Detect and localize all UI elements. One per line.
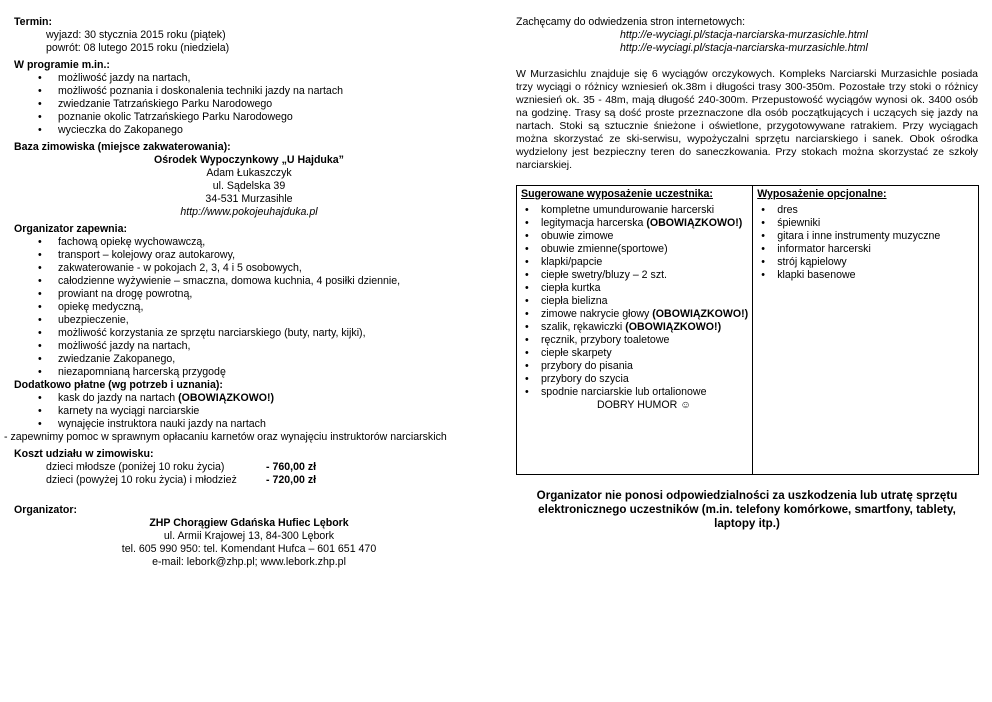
list-item: • możliwość jazdy na nartach, <box>14 72 484 85</box>
price-label: dzieci (powyżej 10 roku życia) i młodzież <box>46 474 237 486</box>
list-item <box>521 373 748 386</box>
list-item: • wynajęcie instruktora nauki jazdy na nartach <box>14 418 484 431</box>
list-item-text: spodnie narciarskie lub ortalionowe <box>541 386 707 398</box>
organizer-name: ZHP Chorągiew Gdańska Hufiec Lębork <box>149 517 349 529</box>
extra-paid-note: - zapewnimy pomoc w sprawnym opłacaniu karnetów oraz wynajęciu instruktorów narciarskich <box>4 431 447 443</box>
list-item: • zwiedzanie Tatrzańskiego Parku Narodowego <box>14 98 484 111</box>
list-item: • całodzienne wyżywienie – smaczna, domowa kuchnia, 4 posiłki dziennie, <box>14 275 484 288</box>
required-equipment-cell <box>517 186 753 475</box>
base-name: Ośrodek Wypoczynkowy „U Hajduka” <box>154 154 344 166</box>
list-item: • karnety na wyciągi narciarskie <box>14 405 484 418</box>
list-item <box>521 243 748 256</box>
list-item: • możliwość poznania i doskonalenia techniki jazdy na nartach <box>14 85 484 98</box>
list-item-text: obuwie zimowe <box>541 230 614 242</box>
list-item-text: obuwie zmienne(sportowe) <box>541 243 668 255</box>
list-item-text: ciepła kurtka <box>541 282 601 294</box>
good-humor-note: DOBRY HUMOR ☺ <box>597 399 692 411</box>
price-label: dzieci młodsze (poniżej 10 roku życia) <box>46 461 225 473</box>
list-item <box>521 347 748 360</box>
list-item: • zakwaterowanie - w pokojach 2, 3, 4 i 5 osobowych, <box>14 262 484 275</box>
list-item <box>521 282 748 295</box>
organizer-heading: Organizator: <box>14 504 77 516</box>
base-owner: Adam Łukaszczyk <box>206 167 292 179</box>
program-heading: W programie m.in.: <box>14 59 110 71</box>
list-item <box>521 334 748 347</box>
list-item <box>521 230 748 243</box>
list-item-text: zimowe nakrycie głowy <box>541 308 653 320</box>
list-item: • ubezpieczenie, <box>14 314 484 327</box>
right-column <box>516 16 978 531</box>
left-column <box>4 16 484 569</box>
list-item: • gitara i inne instrumenty muzyczne <box>757 230 974 243</box>
list-item: • prowiant na drogę powrotną, <box>14 288 484 301</box>
mandatory-note: (OBOWIĄZKOWO!) <box>178 392 275 404</box>
list-item: • dres <box>757 204 974 217</box>
base-url-link[interactable]: http://www.pokojeuhajduka.pl <box>180 206 318 218</box>
organizer-provides-heading: Organizator zapewnia: <box>14 223 128 235</box>
required-equipment-list <box>521 204 748 399</box>
equipment-table <box>516 185 979 475</box>
term-heading: Termin: <box>14 16 53 28</box>
price-value: - 720,00 zł <box>266 474 317 486</box>
list-item-text: szalik, rękawiczki <box>541 321 626 333</box>
mandatory-note: (OBOWIĄZKOWO!) <box>652 308 749 320</box>
list-item <box>521 321 748 334</box>
optional-equipment-cell <box>753 186 979 475</box>
list-item <box>521 204 748 217</box>
list-item: • klapki basenowe <box>757 269 974 282</box>
list-item-text: ciepła bielizna <box>541 295 608 307</box>
list-item: • wycieczka do Zakopanego <box>14 124 484 137</box>
list-item <box>14 392 484 405</box>
price-row <box>14 474 484 487</box>
list-item <box>521 360 748 373</box>
list-item-text: klapki/papcie <box>541 256 603 268</box>
list-item <box>521 217 748 230</box>
list-item <box>521 308 748 321</box>
organizer-contact: e-mail: lebork@zhp.pl; www.lebork.zhp.pl <box>152 556 346 568</box>
list-item: • niezapomnianą harcerską przygodę <box>14 366 484 379</box>
list-item: • możliwość jazdy na nartach, <box>14 340 484 353</box>
website-link[interactable]: http://e-wyciagi.pl/stacja-narciarska-murzasichle.html <box>620 42 868 54</box>
optional-equipment-heading: Wyposażenie opcjonalne: <box>757 188 887 200</box>
list-item: • opiekę medyczną, <box>14 301 484 314</box>
list-item: • możliwość korzystania ze sprzętu narciarskiego (buty, narty, kijki), <box>14 327 484 340</box>
list-item: • poznanie okolic Tatrzańskiego Parku Narodowego <box>14 111 484 124</box>
program-list <box>14 72 484 137</box>
price-row <box>14 461 484 474</box>
list-item-text: kask do jazdy na nartach <box>58 392 179 404</box>
list-item: • fachową opiekę wychowawczą, <box>14 236 484 249</box>
base-heading: Baza zimowiska (miejsce zakwaterowania): <box>14 141 231 153</box>
websites-intro: Zachęcamy do odwiedzenia stron internetowych: <box>516 16 746 28</box>
list-item-text: ciepłe skarpety <box>541 347 612 359</box>
organizer-address: ul. Armii Krajowej 13, 84-300 Lębork <box>163 530 335 542</box>
list-item <box>521 269 748 282</box>
extra-paid-list <box>14 392 484 431</box>
list-item: • strój kąpielowy <box>757 256 974 269</box>
list-item <box>521 295 748 308</box>
organizer-phones: tel. 605 990 950: tel. Komendant Hufca – 601 651 470 <box>121 543 377 555</box>
liability-warning: Organizator nie ponosi odpowiedzialności za uszkodzenia lub utratę sprzętu elektronicznego uczestników (m.in. telefony komórkowe, smartfony, tablety, laptopy itp.) <box>536 489 958 530</box>
extra-paid-heading: Dodatkowo płatne (wg potrzeb i uznania): <box>14 379 223 391</box>
return-date: powrót: 08 lutego 2015 roku (niedziela) <box>46 42 230 54</box>
list-item <box>521 256 748 269</box>
list-item: • śpiewniki <box>757 217 974 230</box>
required-equipment-heading: Sugerowane wyposażenie uczestnika: <box>521 188 713 200</box>
list-item: • transport – kolejowy oraz autokarowy, <box>14 249 484 262</box>
cost-heading: Koszt udziału w zimowisku: <box>14 448 154 460</box>
list-item <box>521 386 748 399</box>
organizer-provides-list <box>14 236 484 379</box>
resort-description: W Murzasichlu znajduje się 6 wyciągów orczykowych. Kompleks Narciarski Murzasichle posiada trzy wyciągi o różnicy wzniesień ok.38m i długości trasy 300-350m. Pozostałe trzy stoki o różnicy wzniesień ok. 35 - 48m, mają długość 240-300m. Przepustowość wyciągów wynosi ok. 3400 osób na godzinę. Trasy są dość proste przeznaczone dla osób początkujących i uczących się jazdy na nartach. Stoki są sztucznie śnieżone i oświetlone, przygotowywane ratrakiem. Przy wyciągach można skorzystać ze ski-serwisu, wypożyczalni sprzętu narciarskiego i sanek. Obok ośrodka wydzielony jest bezpieczny teren do saneczkowania. Przy stokach można skorzystać ze szkoły narciarskiej. <box>516 68 978 171</box>
list-item-text: ciepłe swetry/bluzy – 2 szt. <box>541 269 667 281</box>
list-item-text: przybory do szycia <box>541 373 629 385</box>
mandatory-note: (OBOWIĄZKOWO!) <box>646 217 743 229</box>
optional-equipment-list <box>757 204 974 282</box>
list-item-text: ręcznik, przybory toaletowe <box>541 334 670 346</box>
departure-date: wyjazd: 30 stycznia 2015 roku (piątek) <box>46 29 226 41</box>
mandatory-note: (OBOWIĄZKOWO!) <box>625 321 722 333</box>
list-item: • informator harcerski <box>757 243 974 256</box>
list-item-text: kompletne umundurowanie harcerski <box>541 204 715 216</box>
list-item-text: legitymacja harcerska <box>541 217 647 229</box>
base-street: ul. Sądelska 39 <box>212 180 286 192</box>
website-link[interactable]: http://e-wyciagi.pl/stacja-narciarska-murzasichle.html <box>620 29 868 41</box>
base-city: 34-531 Murzasihle <box>205 193 293 205</box>
price-value: - 760,00 zł <box>266 461 317 473</box>
list-item: • zwiedzanie Zakopanego, <box>14 353 484 366</box>
list-item-text: przybory do pisania <box>541 360 633 372</box>
